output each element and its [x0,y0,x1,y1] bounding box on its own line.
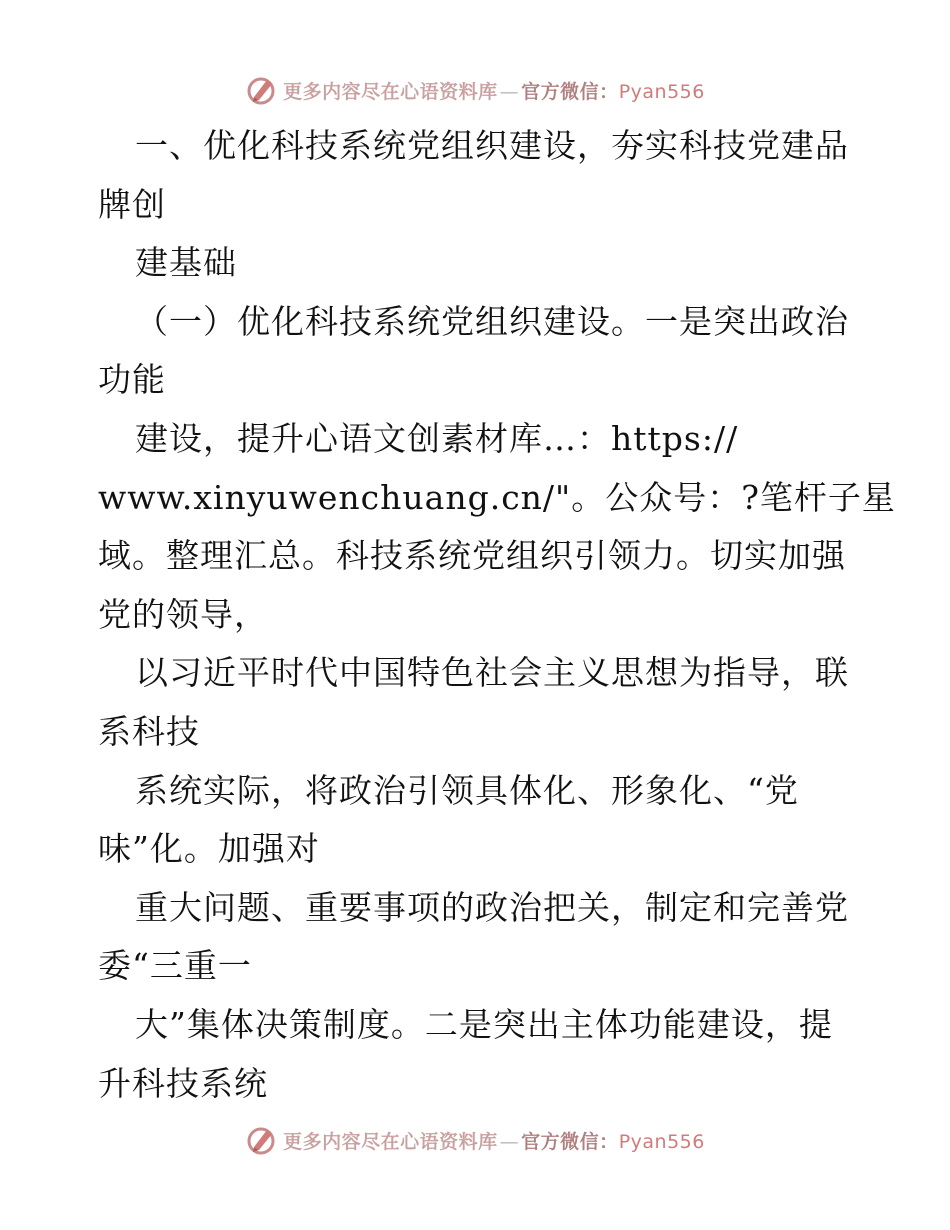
pen-nib-circle-icon [245,1124,277,1156]
pen-nib-circle-icon [245,74,277,106]
body-line: 味”化。加强对 [98,829,320,869]
document-body [98,117,896,1113]
body-line: 党的领导， [98,594,268,634]
body-line: 牌创 [98,184,166,224]
body-line: 重大问题、重要事项的政治把关，制定和完善党 [135,887,849,927]
body-line: 委“三重一 [98,946,252,986]
body-line: 建设，提升心语文创素材库…：https:// [135,418,739,458]
header-banner [0,70,950,110]
body-line: 大”集体决策制度。二是突出主体功能建设，提 [135,1004,833,1044]
body-line: 升科技系统 [98,1063,268,1103]
body-line: 系统实际，将政治引领具体化、形象化、“党 [135,770,799,810]
body-line: 系科技 [98,711,200,751]
body-line: www.xinyuwenchuang.cn/"。公众号：?笔杆子星 [98,477,896,517]
footer-banner [0,1120,950,1160]
body-line: 一、优化科技系统党组织建设，夯实科技党建品 [135,126,849,165]
body-line: （一）优化科技系统党组织建设。一是突出政治 [135,301,849,341]
body-line: 以习近平时代中国特色社会主义思想为指导，联 [135,653,849,693]
banner-text: 更多内容尽在心语资料库 — 官方微信：Pyan556 [283,80,705,103]
banner-text: 更多内容尽在心语资料库 — 官方微信：Pyan556 [283,1130,705,1153]
body-line: 域。整理汇总。科技系统党组织引领力。切实加强 [98,536,846,576]
body-line: 建基础 [135,243,237,283]
body-line: 功能 [98,360,166,400]
